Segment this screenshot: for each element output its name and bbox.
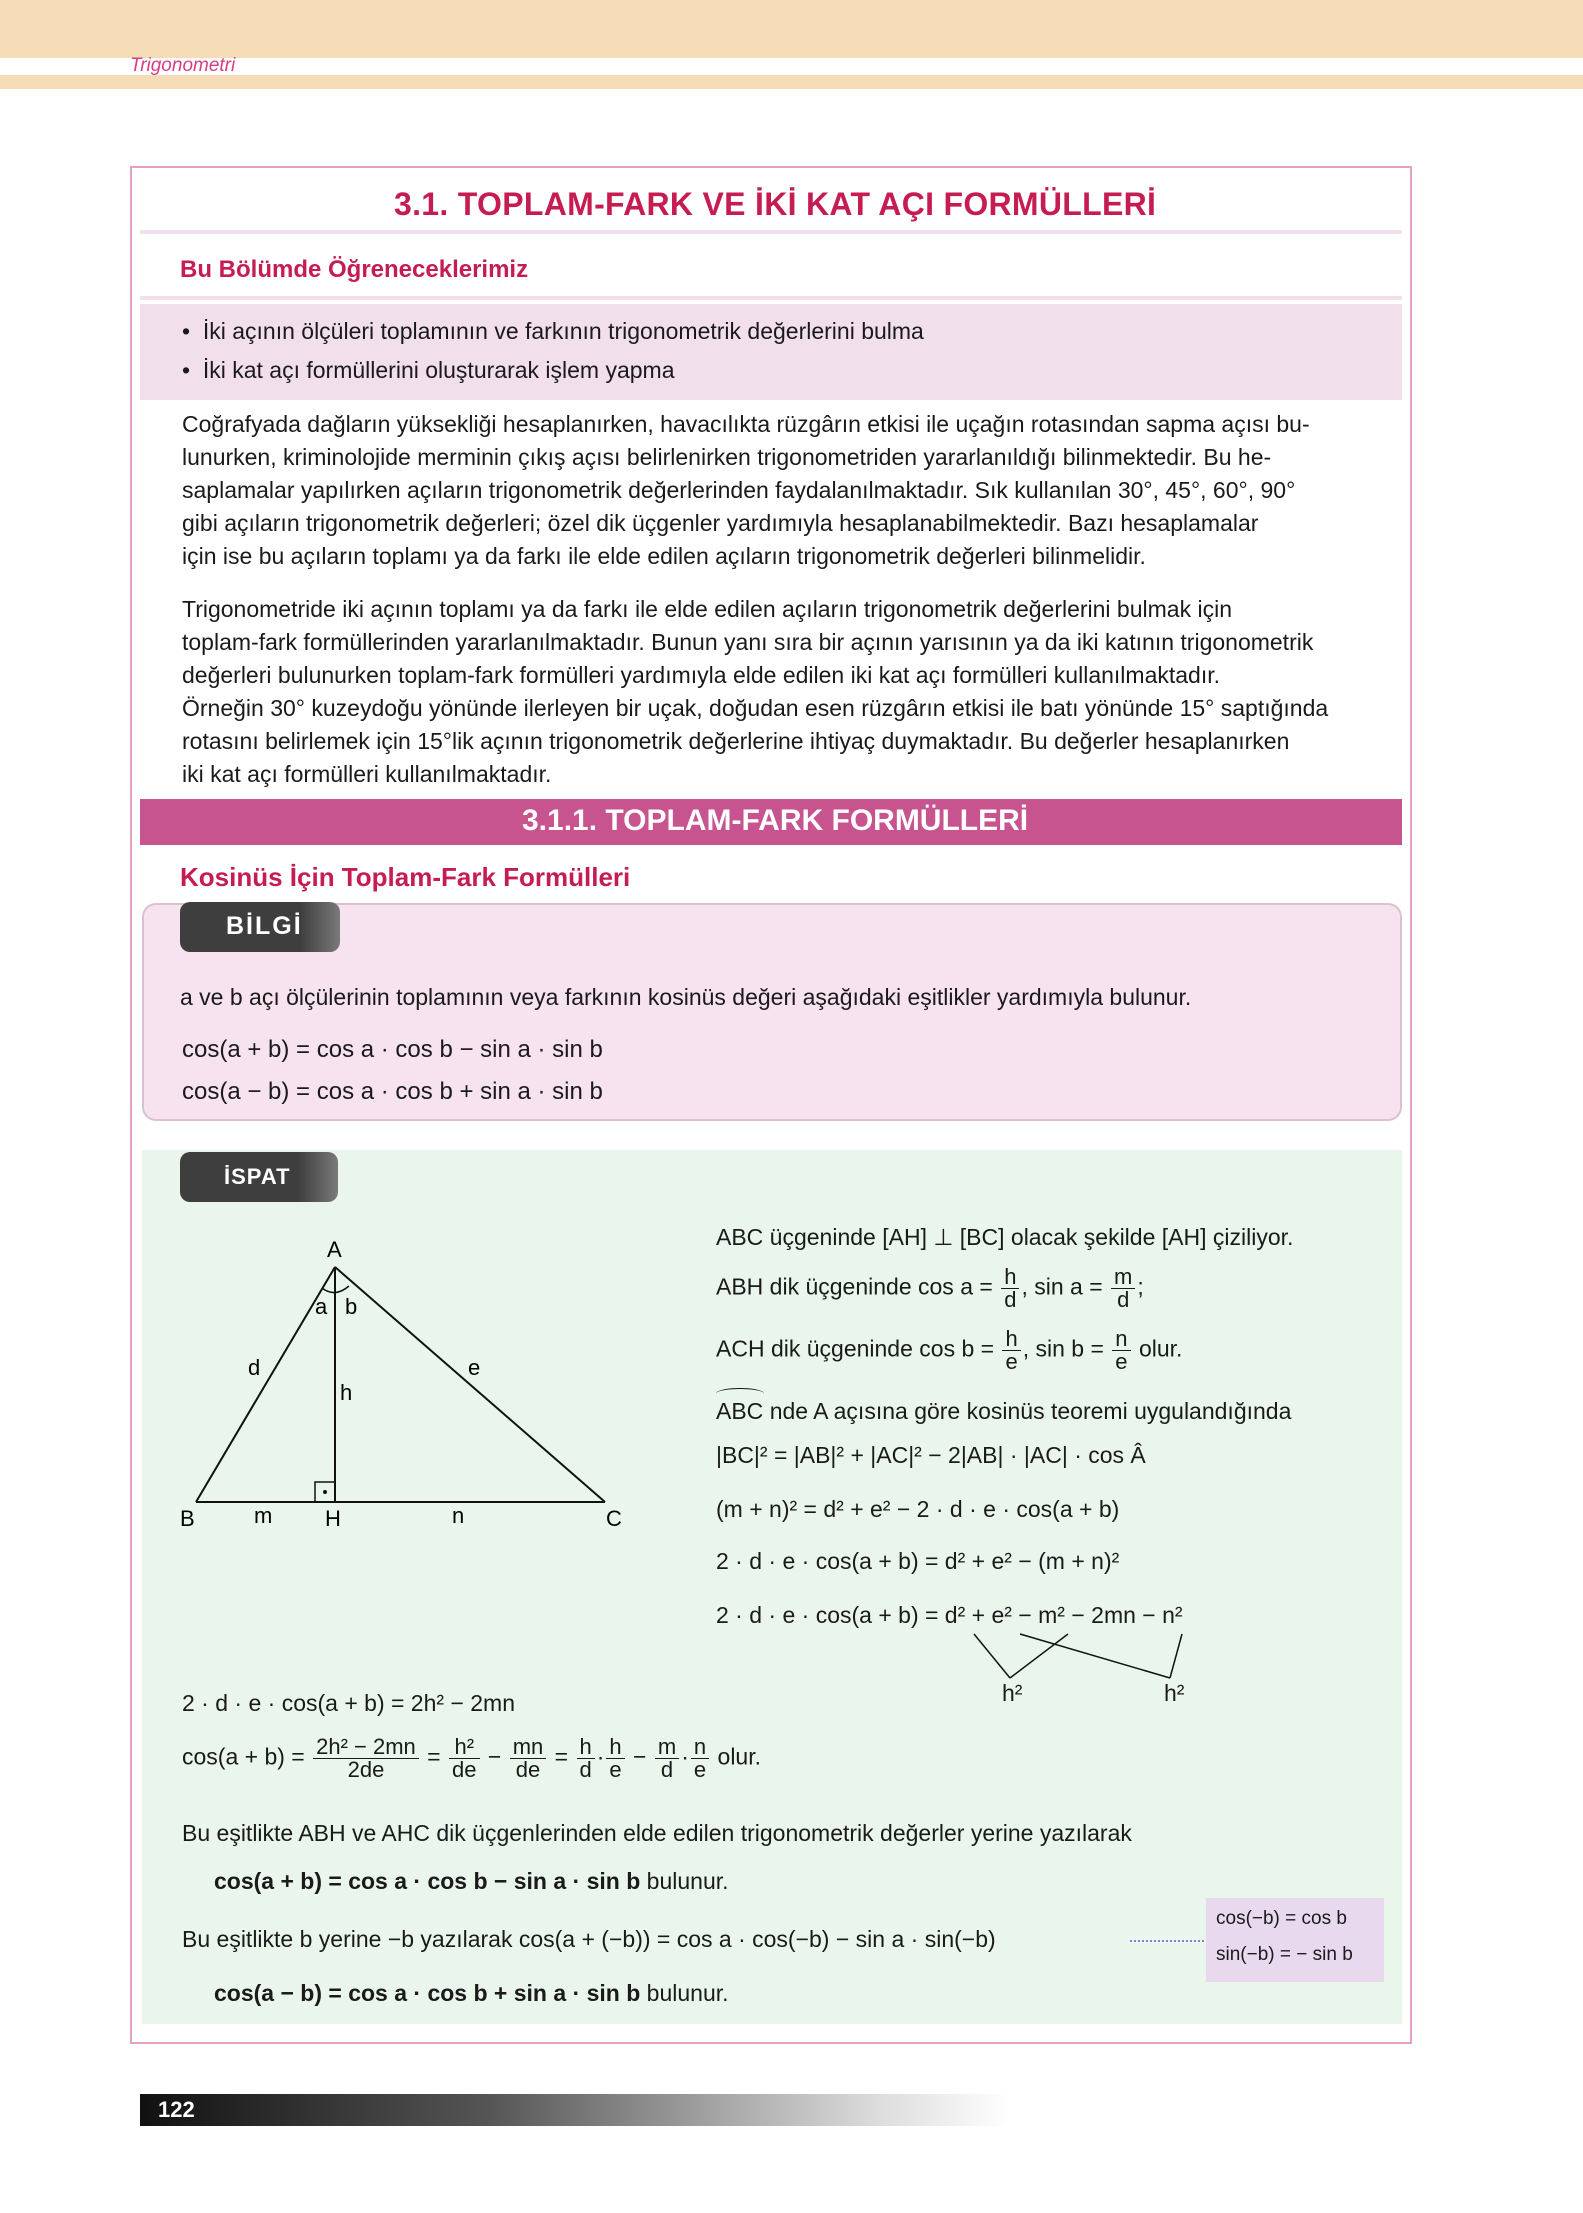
triangle-diagram <box>160 1230 660 1530</box>
divider <box>140 296 1402 300</box>
proof-conclusion: Bu eşitlikte ABH ve AHC dik üçgenlerinden elde edilen trigonometrik değerler yerine yazılarak <box>182 1820 1132 1846</box>
ispat-tab: İSPAT <box>180 1152 338 1202</box>
proof-eq-2: (m + n)² = d² + e² − 2 · d · e · cos(a + b) <box>716 1496 1120 1522</box>
label-C: C <box>606 1506 622 1530</box>
top-band-stripe <box>0 75 1583 89</box>
identity-note <box>1206 1898 1384 1982</box>
label-B: B <box>180 1506 195 1530</box>
identity-cos: cos(−b) = cos b <box>1216 1908 1347 1929</box>
h-squared-label: h² <box>1002 1680 1023 1706</box>
label-n: n <box>452 1503 465 1528</box>
top-band <box>0 0 1583 58</box>
proof-line-3: ACH dik üçgeninde cos b = $\frac{h}{e}$ , sin b = $\frac{n}{e}$ olur. <box>716 1326 1183 1374</box>
substitution-lines <box>960 1628 1200 1688</box>
label-a: a <box>315 1294 328 1319</box>
dotted-connector <box>1130 1940 1204 1942</box>
subsection-header: 3.1.1. TOPLAM-FARK FORMÜLLERİ <box>140 799 1402 845</box>
section-title: 3.1. TOPLAM-FARK VE İKİ KAT AÇI FORMÜLLERİ <box>394 186 1157 222</box>
side-AC <box>335 1267 605 1502</box>
label-d: d <box>248 1355 261 1380</box>
intro-paragraph-2: Trigonometride iki açının toplamı ya da farkı ile elde edilen açıların trigonometrik değerlerini bulmak için toplam-fark formüllerinden yararlanılmaktadır. Bunun yanı sıra bir açının yarısının ya da iki katının trigonometrik değerleri bulunurken toplam-fark formülleri yardımıyla elde edilen iki kat açı formülleri kullanılmaktadır. Örneğin 30° kuzeydoğu yönünde ilerleyen bir uçak, doğudan esen rüzgârın etkisi ile batı yönünde 15° saptığında rotasını belirlemek için 15°lik açının trigonometrik değerlerine ihtiyaç duymaktadır. Bu değerler hesaplanırken iki kat açı formülleri kullanılmaktadır. <box>182 596 1329 787</box>
page-number: 122 <box>158 2097 195 2122</box>
page-number-bar <box>140 2094 1010 2126</box>
running-head: Trigonometri <box>130 55 236 76</box>
h-squared-label: h² <box>1164 1680 1185 1706</box>
bilgi-tab: BİLGİ <box>180 902 340 952</box>
label-b: b <box>345 1294 358 1319</box>
label-A: A <box>327 1237 342 1262</box>
proof-eq-6: cos(a + b) = $\frac{\text{2h² − 2mn}}{2de}$ = $\frac{\text{h²}}{de}$ − $\frac{mn}{de}$ = $\frac{h}{d}$ · $\frac{h}{e}$ − $\frac{m}{d}$ · $\frac{n}{e}$ olur. <box>182 1734 762 1782</box>
right-angle-dot <box>323 1490 327 1494</box>
formula-cos-diff: cos(a − b) = cos a · cos b + sin a · sin b <box>182 1078 603 1105</box>
formula-cos-sum: cos(a + b) = cos a · cos b − sin a · sin b <box>182 1036 603 1063</box>
proof-result-2: cos(a − b) = cos a · cos b + sin a · sin b bulunur. <box>214 1980 729 2006</box>
subsection-subheading: Kosinüs İçin Toplam-Fark Formülleri <box>180 862 631 892</box>
proof-line-1: ABC üçgeninde [AH] ⊥ [BC] olacak şekilde [AH] çiziliyor. <box>716 1224 1294 1250</box>
learn-heading: Bu Bölümde Öğreneceklerimiz <box>180 256 529 283</box>
divider <box>140 230 1402 234</box>
identity-sin: sin(−b) = − sin b <box>1216 1944 1353 1965</box>
learn-item: • İki açının ölçüleri toplamının ve farkının trigonometrik değerlerini bulma <box>182 318 924 344</box>
label-m: m <box>254 1503 273 1528</box>
proof-eq-5: 2 · d · e · cos(a + b) = 2h² − 2mn <box>182 1690 516 1716</box>
label-H: H <box>325 1506 341 1530</box>
proof-eq-3: 2 · d · e · cos(a + b) = d² + e² − (m + n)² <box>716 1548 1120 1574</box>
intro-paragraph-1: Coğrafyada dağların yüksekliği hesaplanırken, havacılıkta rüzgârın etkisi ile uçağın rotasından sapma açısı bu- lunurken, kriminolojide merminin çıkış açısı belirlenirken trigonometriden yararlanıldığı bilinmektedir. Bu he- saplamalar yapılırken açıların trigonometrik değerlerinden faydalanılmaktadır. Sık kullanılan 30°, 45°, 60°, 90° gibi açıların trigonometrik değerleri; özel dik üçgenler yardımıyla hesaplanabilmektedir. Bazı hesaplamalar için ise bu açıların toplamı ya da farkı ile elde edilen açıların trigonometrik değerleri bilinmelidir. <box>182 411 1310 569</box>
label-e: e <box>468 1355 481 1380</box>
proof-eq-1: |BC|² = |AB|² + |AC|² − 2|AB| · |AC| · cos Â <box>716 1442 1146 1468</box>
proof-result-1: cos(a + b) = cos a · cos b − sin a · sin b bulunur. <box>214 1868 729 1894</box>
label-h: h <box>340 1380 353 1405</box>
arc-mark <box>716 1388 764 1399</box>
info-text: a ve b açı ölçülerinin toplamının veya farkının kosinüs değeri aşağıdaki eşitlikler yardımıyla bulunur. <box>180 984 1192 1010</box>
proof-line-4: ABC nde A açısına göre kosinüs teoremi uygulandığında <box>716 1398 1291 1425</box>
learn-item: • İki kat açı formüllerini oluşturarak işlem yapma <box>182 357 675 383</box>
proof-line-2: ABH dik üçgeninde cos a = $\frac{h}{d}$ , sin a = $\frac{m}{d}$ ; <box>716 1264 1144 1312</box>
proof-eq-4: 2 · d · e · cos(a + b) = d² + e² − m² − 2mn − n² <box>716 1602 1183 1628</box>
proof-substitution: Bu eşitlikte b yerine −b yazılarak cos(a + (−b)) = cos a · cos(−b) − sin a · sin(−b) <box>182 1926 996 1952</box>
